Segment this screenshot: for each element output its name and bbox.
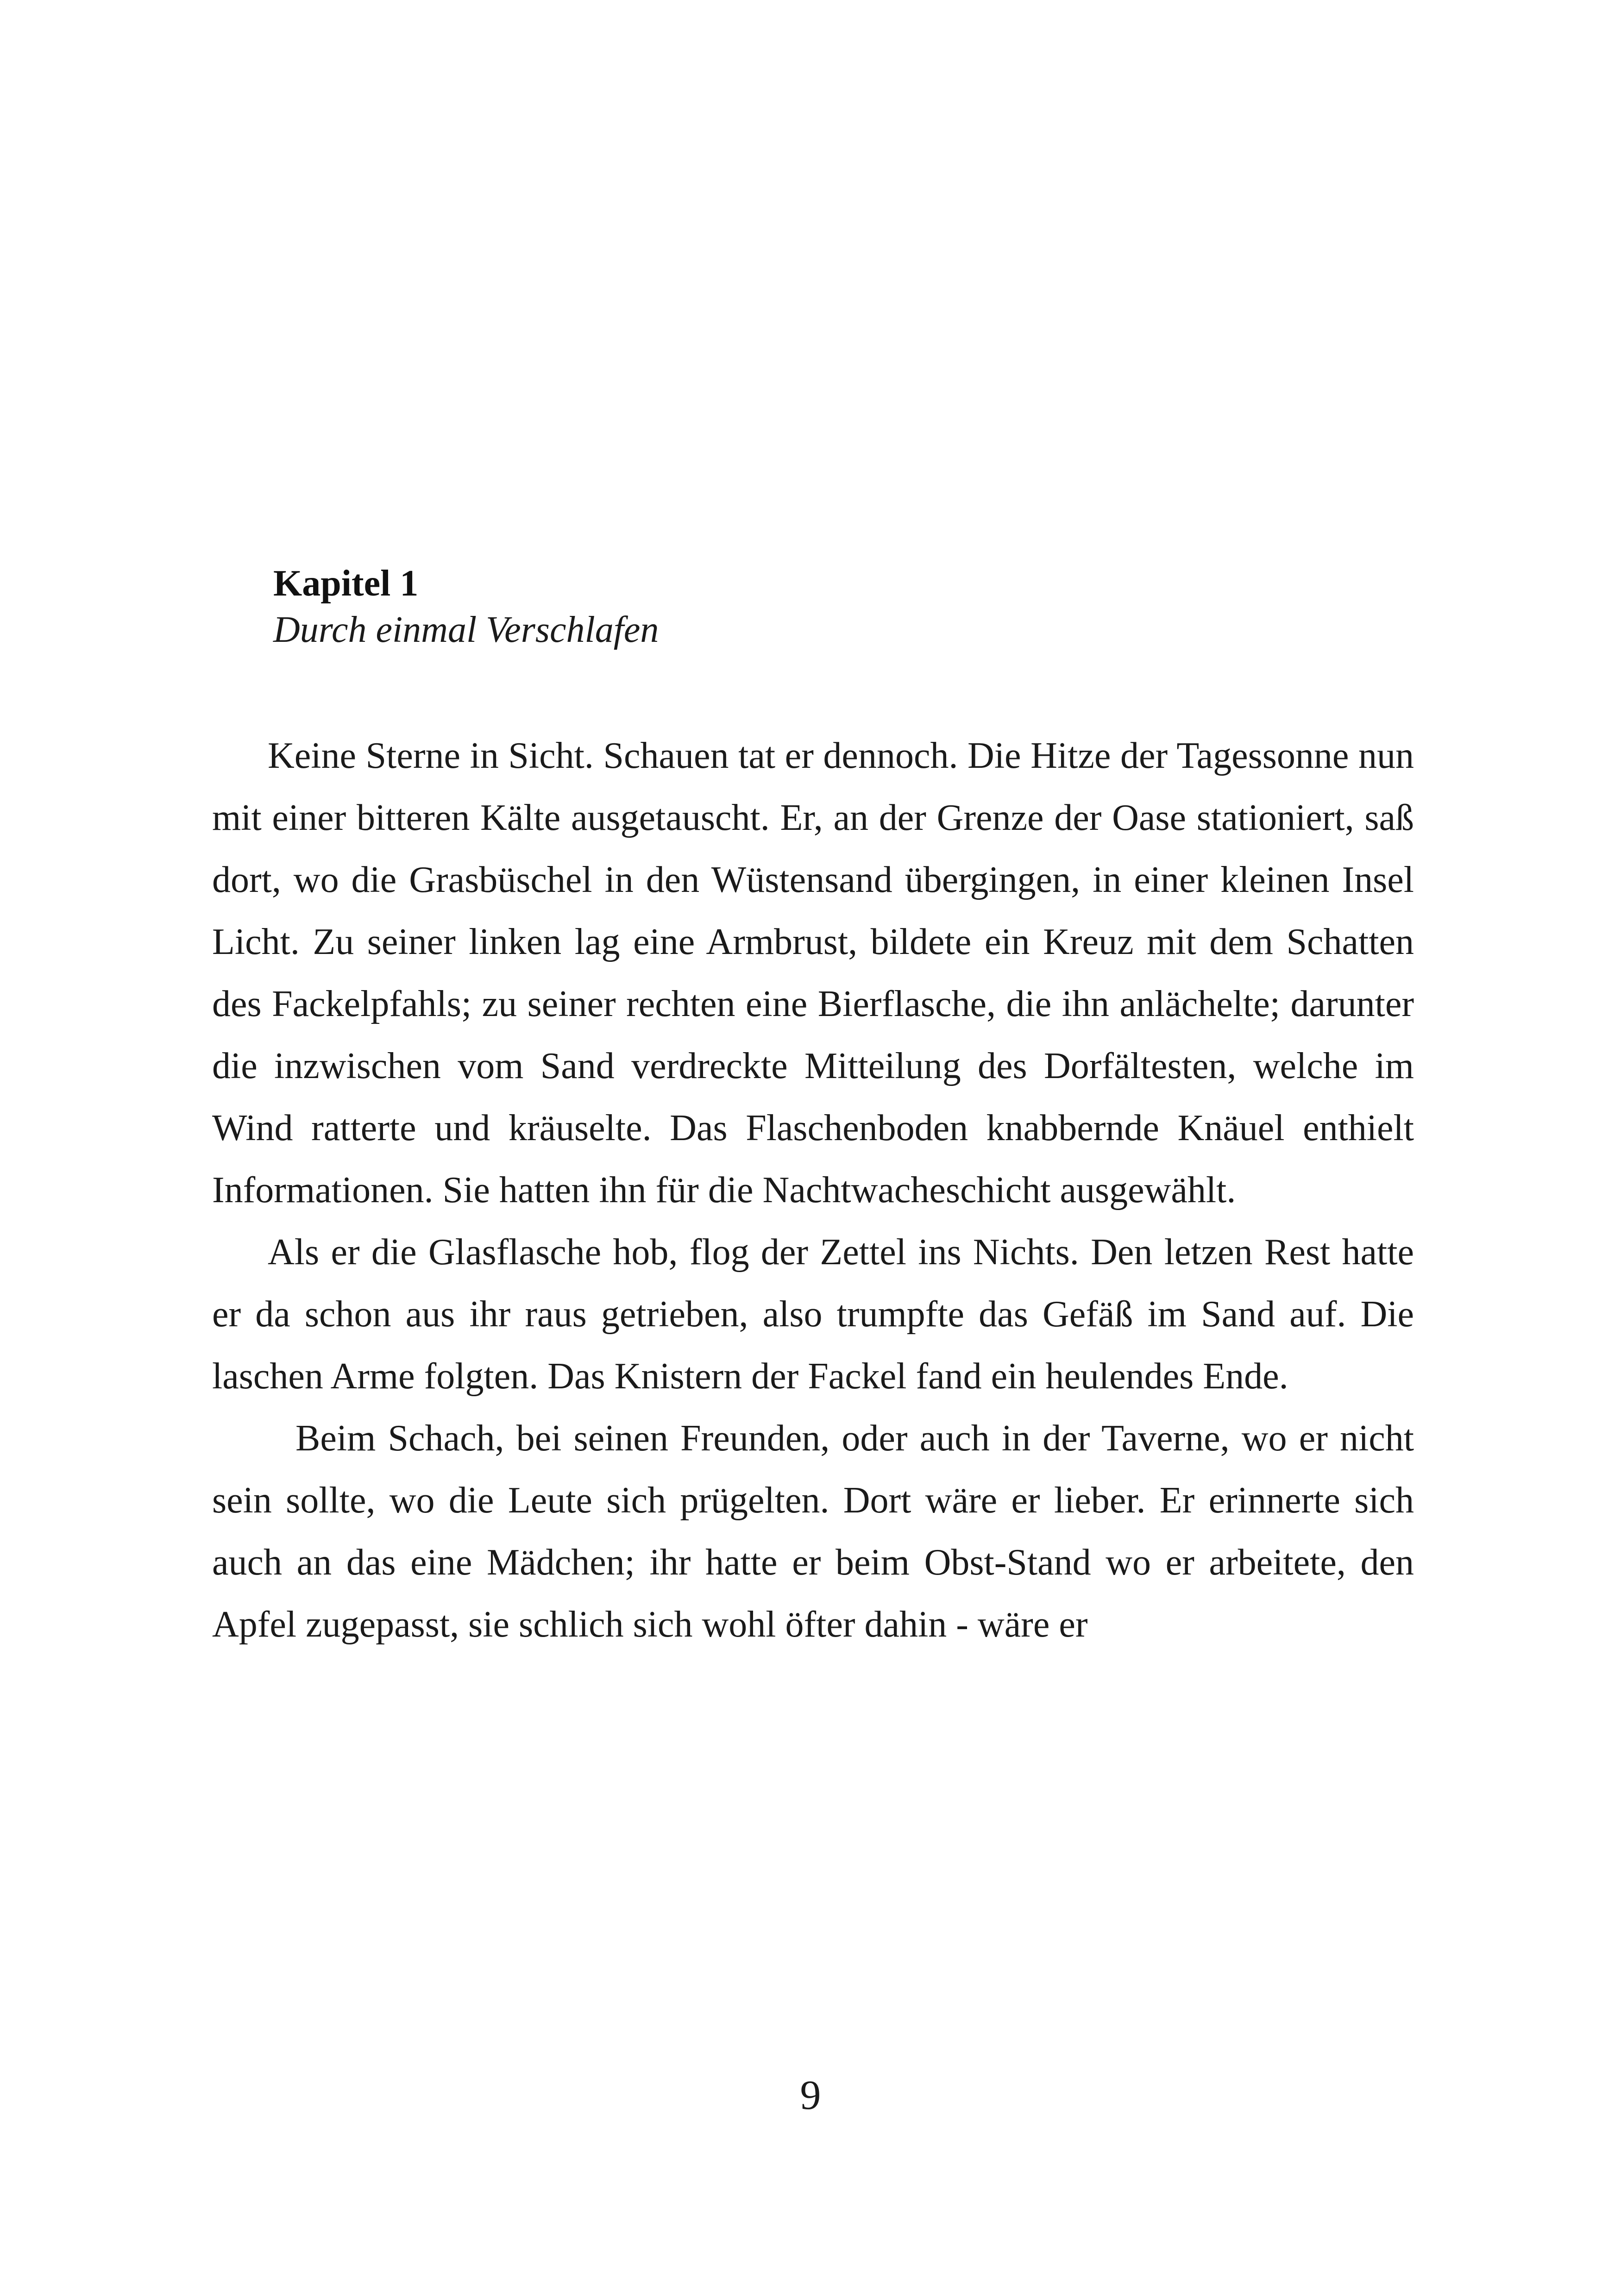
paragraph-2: Als er die Glasflasche hob, flog der Zettel ins Nichts. Den letzen Rest hatte er da schon aus ihr raus getrieben, also trumpfte das Gefäß im Sand auf. Die laschen Arme folgten. Das Knistern der Fackel fand ein heulendes Ende. bbox=[212, 1232, 1414, 1397]
paragraph-3: Beim Schach, bei seinen Freunden, oder auch in der Taverne, wo er nicht sein sollte, wo die Leute sich prügelten. Dort wäre er lieber. Er erinnerte sich auch an das eine Mädchen; ihr hatte er beim Obst-Stand wo er arbeitete, den Apfel zugepasst, sie schlich sich wohl öfter dahin - wäre er bbox=[212, 1418, 1414, 1645]
chapter-heading bbox=[273, 560, 1385, 653]
chapter-number: Kapitel 1 bbox=[273, 563, 419, 604]
chapter-title: Durch einmal Verschlafen bbox=[273, 609, 659, 650]
page-number: 9 bbox=[800, 2072, 821, 2118]
chapter-body bbox=[212, 725, 1414, 1656]
paragraph-1: Keine Sterne in Sicht. Schauen tat er dennoch. Die Hitze der Tagessonne nun mit einer bitteren Kälte ausgetauscht. Er, an der Grenze der Oase stationiert, saß dort, wo die Grasbüschel in den Wüstensand übergingen, in einer kleinen Insel Licht. Zu seiner linken lag eine Armbrust, bildete ein Kreuz mit dem Schatten des Fackelpfahls; zu seiner rechten eine Bierflasche, die ihn anlächelte; darunter die inzwischen vom Sand verdreckte Mitteilung des Dorfältesten, welche im Wind ratterte und kräuselte. Das Flaschenboden knabbernde Knäuel enthielt Informationen. Sie hatten ihn für die Nachtwacheschicht ausgewählt. bbox=[212, 735, 1414, 1211]
